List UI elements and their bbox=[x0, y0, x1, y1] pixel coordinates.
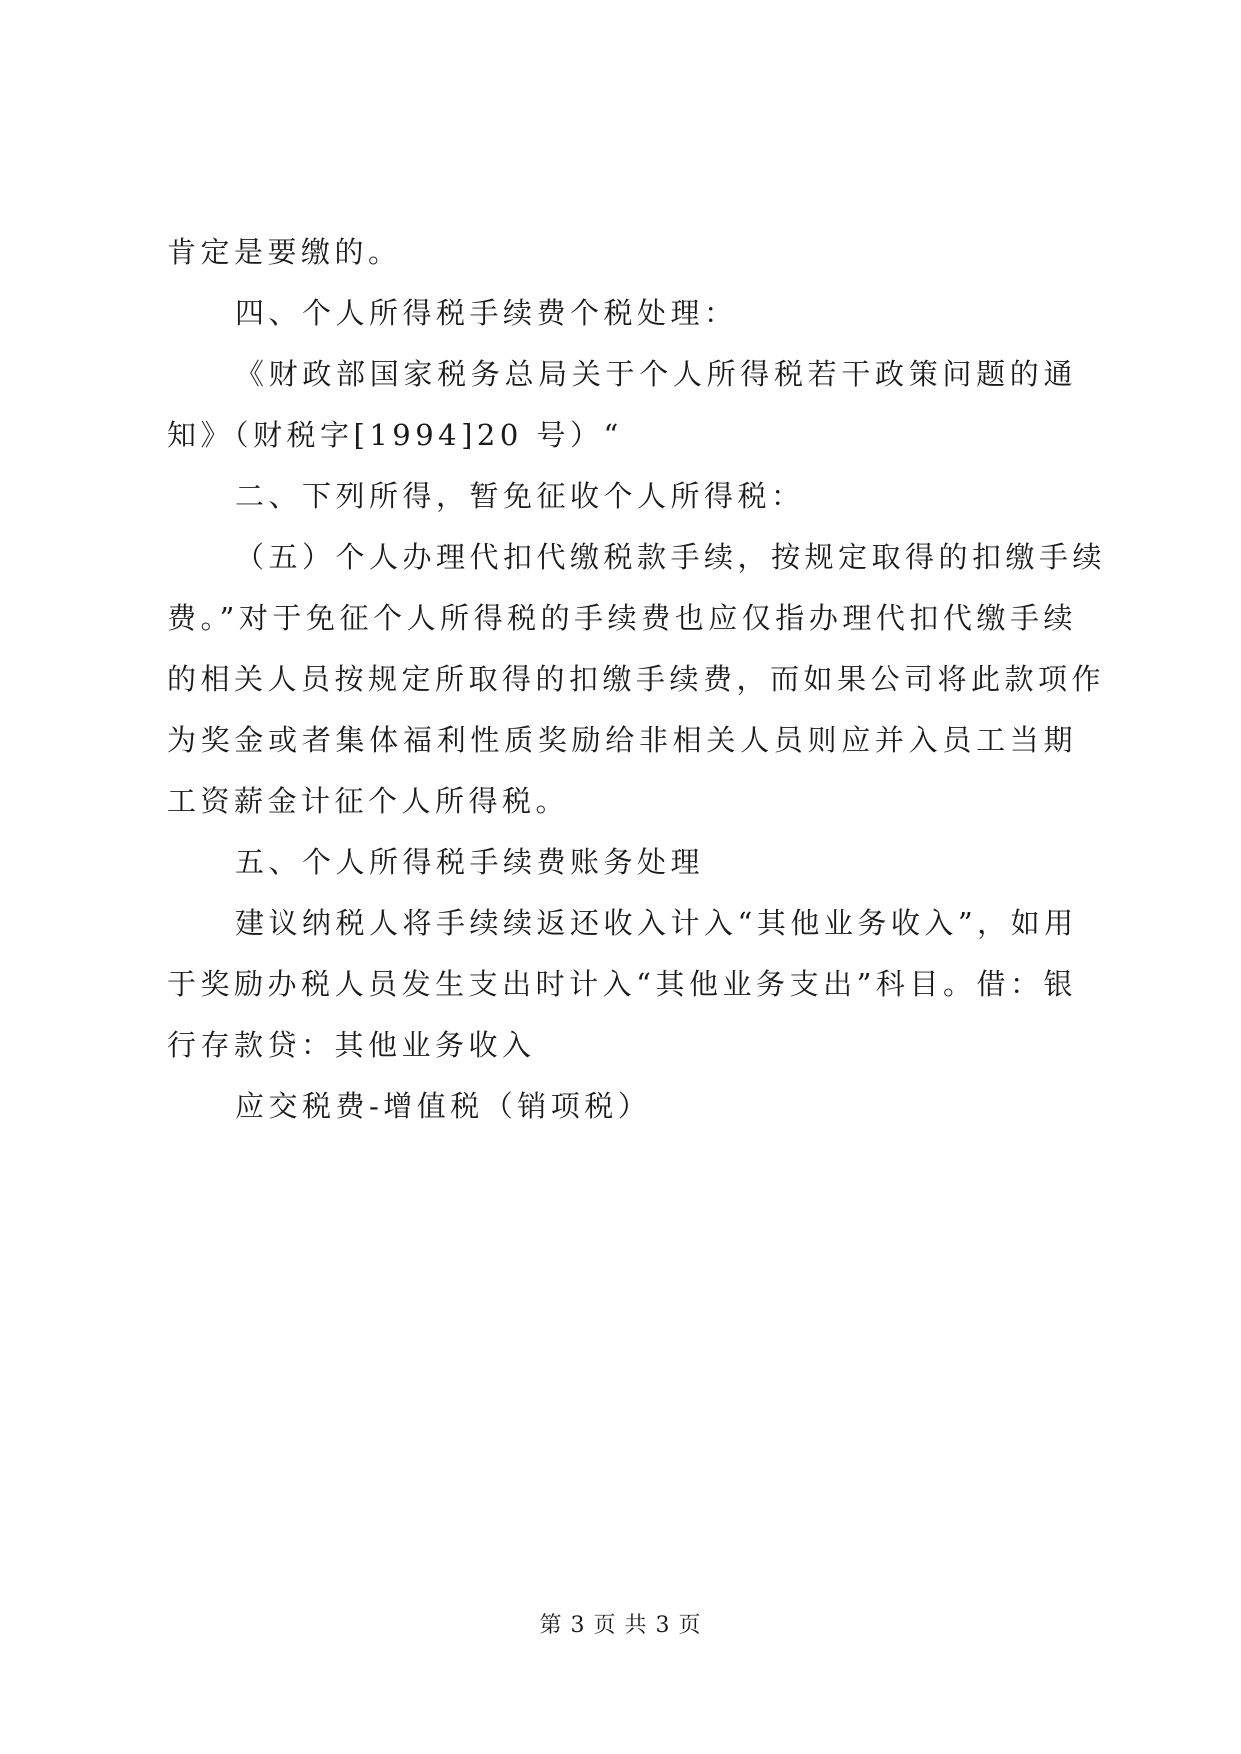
body-line: 肯定是要缴的。 bbox=[167, 235, 402, 269]
body-line: 于奖励办税人员发生支出时计入“其他业务支出”科目。借：银 bbox=[167, 967, 1077, 1001]
body-line: 行存款贷：其他业务收入 bbox=[167, 1028, 536, 1062]
body-line: 知》（财税字[1994]20 号）“ bbox=[167, 418, 623, 452]
section-heading: 五、个人所得税手续费账务处理 bbox=[235, 845, 705, 879]
body-line: 建议纳税人将手续续返还收入计入“其他业务收入”，如用 bbox=[235, 906, 1078, 940]
body-line: 的相关人员按规定所取得的扣缴手续费，而如果公司将此款项作 bbox=[167, 662, 1106, 696]
body-line: 为奖金或者集体福利性质奖励给非相关人员则应并入员工当期 bbox=[167, 723, 1077, 757]
body-line: 工资薪金计征个人所得税。 bbox=[167, 784, 570, 818]
section-heading: 四、个人所得税手续费个税处理： bbox=[235, 296, 738, 330]
body-line: 应交税费-增值税（销项税） bbox=[235, 1089, 652, 1123]
document-body bbox=[167, 222, 1107, 1137]
body-line: 费。”对于免征个人所得税的手续费也应仅指办理代扣代缴手续 bbox=[167, 601, 1077, 635]
body-line: 二、下列所得，暂免征收个人所得税： bbox=[235, 479, 805, 513]
body-line: （五）个人办理代扣代缴税款手续，按规定取得的扣缴手续 bbox=[235, 540, 1107, 574]
page-footer: 第 3 页 共 3 页 bbox=[539, 1613, 702, 1638]
body-line: 《财政部国家税务总局关于个人所得税若干政策问题的通 bbox=[235, 357, 1077, 391]
